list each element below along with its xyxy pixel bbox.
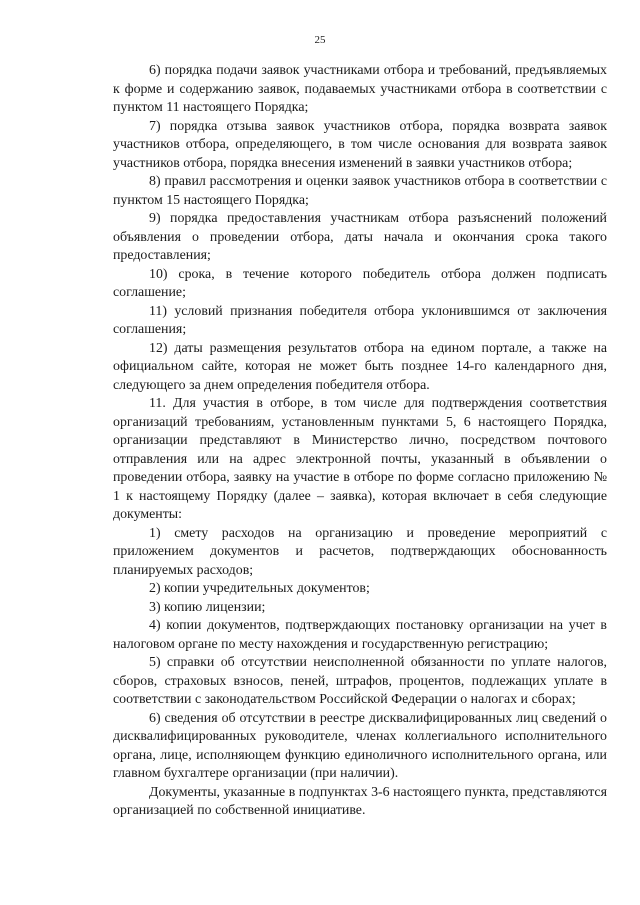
document-body <box>113 62 607 821</box>
paragraph-item-12: 12) даты размещения результатов отбора на едином портале, а также на официальном сайте, которая не может быть позднее 14-го календарного дня, следующего за днем определения победителя отбора. <box>113 340 607 393</box>
paragraph-item-10: 10) срока, в течение которого победитель отбора должен подписать соглашение; <box>113 266 607 300</box>
paragraph-item-9: 9) порядка предоставления участникам отбора разъяснений положений объявления о проведении отбора, даты начала и окончания срока такого предоставления; <box>113 211 607 263</box>
paragraph-item-11: 11) условий признания победителя отбора уклонившимся от заключения соглашения; <box>113 303 607 337</box>
paragraph-item-8: 8) правил рассмотрения и оценки заявок участников отбора в соответствии с пунктом 15 настоящего Порядка; <box>113 174 607 208</box>
paragraph-doc-6: 6) сведения об отсутствии в реестре дисквалифицированных лиц сведений о дисквалифицированных руководителе, членах коллегиального исполнительного органа, лице, исполняющем функцию единоличного исполнительного органа, или главном бухгалтере организации (при наличии). <box>113 710 607 781</box>
paragraph-item-6: 6) порядка подачи заявок участниками отбора и требований, предъявляемых к форме и содержанию заявок, подаваемых участниками отбора в соответствии с пунктом 11 настоящего Порядка; <box>113 63 607 115</box>
paragraph-closing: Документы, указанные в подпунктах 3-6 настоящего пункта, представляются организацией по собственной инициативе. <box>113 784 607 818</box>
paragraph-doc-3: 3) копию лицензии; <box>149 599 266 615</box>
paragraph-doc-4: 4) копии документов, подтверждающих постановку организации на учет в налоговом органе по месту нахождения и государственную регистрацию; <box>113 618 607 652</box>
page-number: 25 <box>314 34 326 46</box>
paragraph-clause-11: 11. Для участия в отборе, в том числе для подтверждения соответствия организаций требованиям, установленным пунктами 5, 6 настоящего Порядка, организации представляют в Министерство лично, посредством почтового отправления или на адрес электронной почты, указанный в объявлении о проведении отбора, заявку на участие в отборе по форме согласно приложению № 1 к настоящему Порядку (далее – заявка), которая включает в себя следующие документы: <box>113 396 607 522</box>
paragraph-doc-5: 5) справки об отсутствии неисполненной обязанности по уплате налогов, сборов, страховых взносов, пеней, штрафов, процентов, подлежащих уплате в соответствии с законодательством Российской Федерации о налогах и сборах; <box>113 655 607 707</box>
paragraph-doc-2: 2) копии учредительных документов; <box>149 581 370 596</box>
paragraph-item-7: 7) порядка отзыва заявок участников отбора, порядка возврата заявок участников отбора, определяющего, в том числе основания для возврата заявок участников отбора, порядка внесения изменений в заявки участников отбора; <box>113 118 607 171</box>
paragraph-doc-1: 1) смету расходов на организацию и проведение мероприятий с приложением документов и расчетов, подтверждающих обоснованность планируемых расходов; <box>113 525 607 578</box>
